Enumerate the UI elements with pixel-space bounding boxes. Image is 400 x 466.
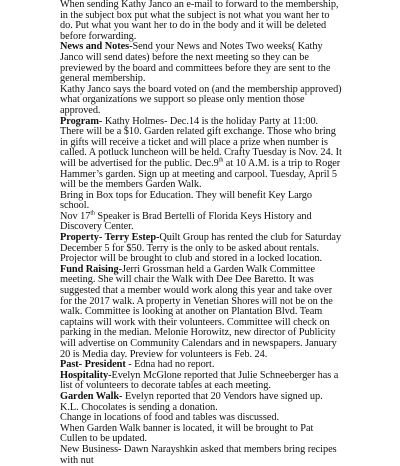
cut-off-line: New Business- Dawn Narayshkin asked that members bring recipes with nut xyxy=(60,443,337,466)
property-paragraph xyxy=(60,233,342,254)
speaker-date: Nov 17 xyxy=(60,210,91,222)
past-president-heading: Past- President xyxy=(60,359,126,371)
property-heading: Property- Terry Estep- xyxy=(60,232,160,244)
food-tables-line: Change in locations of food and tables was discussed. xyxy=(60,412,279,424)
hospitality-paragraph xyxy=(60,371,342,392)
past-president-text: - Edna had no report. xyxy=(125,359,215,371)
meeting-minutes xyxy=(60,0,342,466)
fund-raising-text: Jerri Grossman held a Garden Walk Committee meeting. She will chair the Walk with Dee Dee Baretto. It was suggested that a member would work along this year and take over for the 2017 walk. A property in Venetian Shores will not be on the walk. Committee is looking at another on Plantation Blvd. Team captains will work with their volunteers. Committee will check on parking in the median. Melonie Horowitz, new director of Publicity will advertise on Community Calendars and in newspapers. January 20 is Media day. Preview for volunteers is Feb. 24. xyxy=(60,263,337,360)
board-vote-paragraph: Kathy Janco says the board voted on (and the membership approved) what organizations we support so please only mention those approved. xyxy=(60,83,342,116)
garden-walk-paragraph xyxy=(60,392,342,403)
fund-raising-paragraph xyxy=(60,265,342,360)
news-text: Send your News and Notes Two weeks( Kathy Janco will send dates) before the next meeting so they can be previewed by the board and committees before they are sent to the general membership. xyxy=(60,41,331,85)
hospitality-heading: Hospitality- xyxy=(60,369,112,381)
property-text: Quilt Group has rented the club for Saturday December 5 for $50. Terry is the only to be asked about rentals. xyxy=(60,232,342,254)
speaker-sup: th xyxy=(90,210,95,217)
news-paragraph xyxy=(60,42,342,84)
garden-walk-heading: Garden Walk- xyxy=(60,390,123,402)
banner-line: When Garden Walk banner is located, it will be brought to Pat Cullen to be updated. xyxy=(60,422,314,445)
program-text-b: at 10 A.M. is a trip to Roger Hammer’s garden. Sign up at meeting and carpool. Tuesday, April 5 will be the members Garden Walk. xyxy=(60,157,341,191)
hospitality-text: Evelyn McGlone reported that Julie Schneeberger has a list of volunteers to decorate tables at each meeting. xyxy=(60,369,339,392)
projector-line: Projector will be brought to club and stored in a locked location. xyxy=(60,253,323,265)
fund-raising-heading: Fund Raising- xyxy=(60,263,123,275)
speaker-paragraph xyxy=(60,212,342,233)
garden-walk-text: Evelyn reported that 20 Vendors have signed up. xyxy=(122,390,323,402)
program-paragraph xyxy=(60,117,342,191)
news-heading: News and Notes- xyxy=(60,41,133,53)
chocolates-line: K.L. Chocolates is sending a donation. xyxy=(60,401,218,413)
program-text-a: Kathy Holmes- Dec.14 is the holiday Party at 11:00. There will be a $10. Garden related gift exchange. Those who bring in gifts will receive a ticket and will place a prize when number is called. A potluck luncheon will be held. Crafty Tuesday is Nov. 24. It will be advertised for the public. Dec.9 xyxy=(60,115,342,169)
intro-paragraph: When sending Kathy Janco an e-mail to forward to the membership, in the subject box put what the subject is not what you want her to do. Put what you want her to do in the body and it will be deleted before forwarding. xyxy=(60,0,339,42)
box-tops-line: Bring in Box tops for Education. They will benefit Key Largo school. xyxy=(60,189,312,212)
program-sup-1: th xyxy=(218,157,224,164)
program-heading: Program- xyxy=(60,115,103,127)
speaker-text: Speaker is Brad Bertelli of Florida Keys History and Discovery Center. xyxy=(60,210,312,233)
